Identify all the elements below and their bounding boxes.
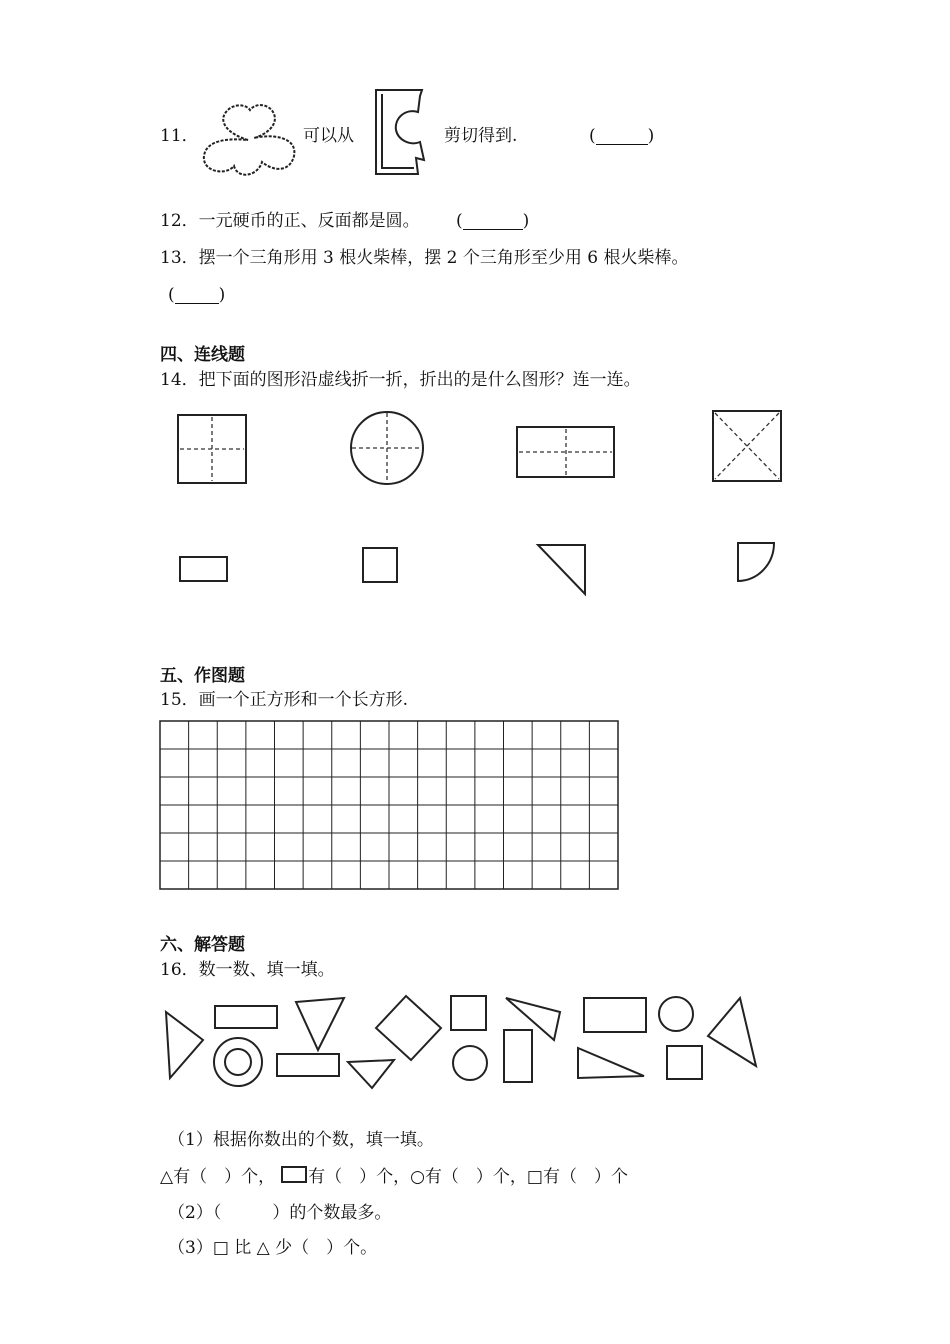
- q15-text: 15．画一个正方形和一个长方形.: [160, 690, 409, 710]
- answer-blank[interactable]: [596, 144, 648, 145]
- circle-shape: [453, 1046, 487, 1080]
- section-6-heading: 六、解答题: [160, 935, 245, 955]
- rectangle-shape: [504, 1030, 532, 1082]
- paren-close: ): [522, 211, 530, 231]
- q16-sub1: （1）根据你数出的个数，填一填。: [168, 1130, 434, 1150]
- shapes-collection-figure: [158, 990, 758, 1090]
- circle-dashed-cross-figure[interactable]: [349, 410, 425, 486]
- paren-open: (: [168, 285, 175, 305]
- paren-close: ): [218, 285, 226, 305]
- q14-text: 14．把下面的图形沿虚线折一折，折出的是什么图形？连一连。: [160, 370, 641, 390]
- rectangle-shape: [215, 1006, 277, 1028]
- square-dashed-diagonals-figure[interactable]: [712, 410, 782, 482]
- answer-blank[interactable]: [463, 229, 523, 230]
- triangle-shape: [578, 1048, 644, 1078]
- concentric-circles-shape: [214, 1038, 262, 1086]
- paren-close: ): [647, 126, 655, 146]
- circle-shape: [659, 997, 693, 1031]
- section-4-heading: 四、连线题: [160, 345, 245, 365]
- square-shape: [667, 1046, 702, 1079]
- rectangle-dashed-cross-figure[interactable]: [516, 426, 616, 478]
- triangle-shape: [296, 998, 344, 1050]
- q16-fill-line: [160, 1166, 628, 1187]
- q13-answer-paren[interactable]: [168, 287, 225, 304]
- q13-text: 13．摆一个三角形用 3 根火柴棒，摆 2 个三角形至少用 6 根火柴棒。: [160, 248, 689, 268]
- q16-sub3[interactable]: （3）□ 比 △ 少（ ）个。: [168, 1238, 378, 1258]
- rectangle-shape: [584, 998, 646, 1032]
- square-shape: [451, 996, 486, 1030]
- section-5-heading: 五、作图题: [160, 666, 245, 686]
- q12-answer-paren[interactable]: [456, 213, 529, 230]
- square-symbol: □: [526, 1167, 543, 1187]
- triangle-symbol: △: [160, 1167, 174, 1187]
- square-dashed-cross-figure[interactable]: [177, 414, 247, 484]
- q11-number: 11．: [160, 126, 199, 146]
- answer-blank[interactable]: [175, 303, 219, 304]
- q11-answer-paren[interactable]: [589, 128, 654, 145]
- q12-text: 12．一元硬币的正、反面都是圆。: [160, 211, 420, 231]
- quarter-circle-figure[interactable]: [736, 541, 776, 583]
- paren-open: (: [456, 211, 463, 231]
- triangle-shape: [166, 1012, 203, 1078]
- right-triangle-figure[interactable]: [536, 543, 588, 597]
- tilted-rectangle-shape: [376, 996, 441, 1060]
- drawing-grid[interactable]: [159, 720, 619, 890]
- cloud-shape-figure: [198, 100, 300, 180]
- q16-text: 16．数一数、填一填。: [160, 960, 335, 980]
- paren-open: (: [589, 126, 596, 146]
- triangle-count-blank[interactable]: 有（ ）个，: [173, 1167, 276, 1187]
- triangle-shape: [348, 1060, 394, 1088]
- rectangle-shape: [277, 1054, 339, 1076]
- small-square-figure[interactable]: [361, 547, 399, 583]
- triangle-shape: [708, 998, 756, 1066]
- folded-paper-figure: [372, 88, 428, 176]
- q11-can-from: 可以从: [303, 126, 354, 146]
- small-rectangle-figure[interactable]: [179, 556, 228, 582]
- q11-cut-to-get: 剪切得到.: [444, 126, 518, 146]
- rectangle-icon: [281, 1166, 307, 1183]
- q16-sub2[interactable]: （2）（ ）的个数最多。: [168, 1203, 392, 1223]
- circle-count-blank[interactable]: 有（ ）个，: [424, 1167, 527, 1187]
- rectangle-count-blank[interactable]: 有（ ）个，: [308, 1167, 411, 1187]
- square-count-blank[interactable]: 有（ ）个: [542, 1167, 628, 1187]
- circle-symbol: ○: [410, 1167, 425, 1187]
